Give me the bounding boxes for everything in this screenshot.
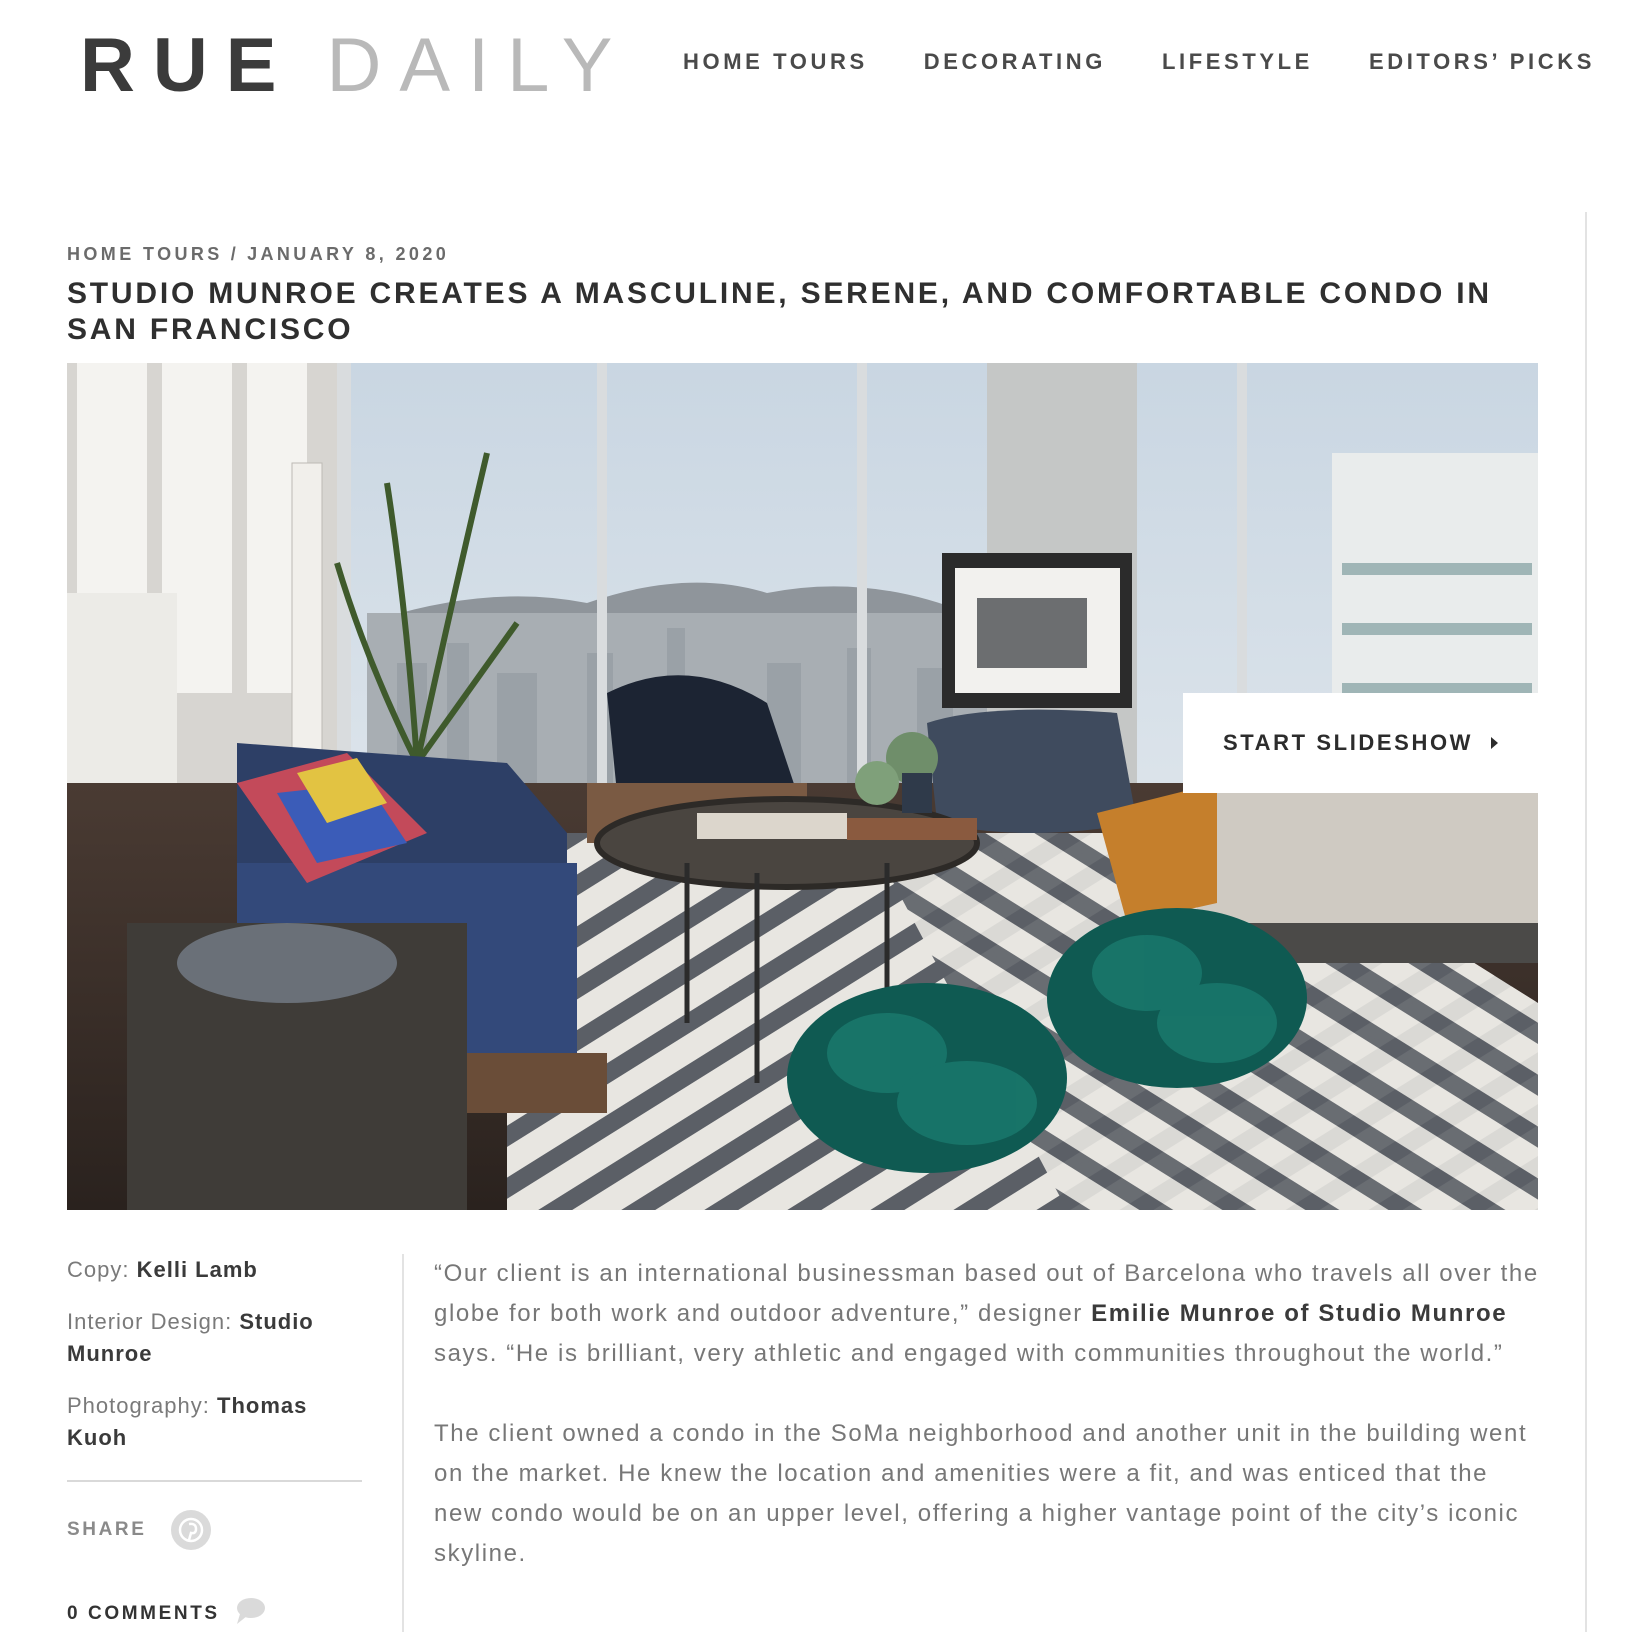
comments-row: [67, 1596, 266, 1631]
credit-copy-name: Kelli Lamb: [136, 1257, 258, 1282]
article-date: JANUARY 8, 2020: [247, 244, 450, 264]
credit-design-name: Studio Munroe: [67, 1309, 314, 1366]
caret-right-icon: [1491, 737, 1498, 749]
credit-photo-name: Thomas Kuoh: [67, 1393, 308, 1450]
body-paragraph-2: The client owned a condo in the SoMa neighborhood and another unit in the building went on the market. He knew the location and amenities were a fit, and was enticed that the new condo would be on an upper level, offering a higher vantage point of the city’s iconic skyline.: [434, 1420, 1528, 1567]
nav-decorating[interactable]: DECORATING: [923, 49, 1106, 74]
main-nav: [683, 49, 1595, 75]
logo-daily: DAILY: [326, 23, 631, 108]
article-title: STUDIO MUNROE CREATES A MASCULINE, SERENE, AND COMFORTABLE CONDO IN SAN FRANCISCO: [67, 277, 1492, 346]
start-slideshow-button[interactable]: [1183, 693, 1538, 793]
credit-copy: [67, 1254, 362, 1286]
article-meta: [67, 244, 449, 265]
p1-text-a: “Our client is an international businessman based out of Barcelona who travels all over the globe for both work and outdoor adventure,” designer: [434, 1260, 1539, 1327]
share-label: SHARE: [67, 1519, 147, 1540]
sidebar-divider: [1585, 212, 1587, 1632]
credit-photo-label: Photography:: [67, 1393, 210, 1418]
nav-lifestyle[interactable]: LIFESTYLE: [1161, 49, 1313, 74]
article-category-link[interactable]: HOME TOURS: [67, 244, 223, 264]
credit-design: [67, 1306, 362, 1370]
credits-divider: [67, 1480, 362, 1482]
nav-home-tours[interactable]: HOME TOURS: [683, 49, 868, 74]
nav-editors-picks[interactable]: EDITORS’ PICKS: [1368, 49, 1595, 74]
meta-separator: /: [230, 244, 240, 264]
start-slideshow-label: START SLIDESHOW: [1222, 730, 1474, 755]
logo-rue: RUE: [80, 23, 295, 108]
site-logo[interactable]: [80, 23, 631, 108]
column-divider: [402, 1254, 404, 1632]
p1-text-b: says. “He is brilliant, very athletic and engaged with communities throughout the world.”: [434, 1340, 1504, 1367]
credit-photography: [67, 1390, 362, 1454]
comment-bubble-icon[interactable]: [234, 1596, 266, 1631]
p1-designer-name: Emilie Munroe of Studio Munroe: [1091, 1300, 1508, 1327]
hero-image[interactable]: [67, 363, 1538, 1210]
article-credits: [67, 1254, 362, 1474]
share-row: [67, 1510, 211, 1550]
credit-design-label: Interior Design:: [67, 1309, 233, 1334]
credit-copy-label: Copy:: [67, 1257, 130, 1282]
body-paragraph-1: [434, 1254, 1544, 1374]
article-body: [434, 1254, 1544, 1614]
pinterest-icon[interactable]: [171, 1510, 211, 1550]
comments-link[interactable]: 0 COMMENTS: [67, 1602, 220, 1624]
